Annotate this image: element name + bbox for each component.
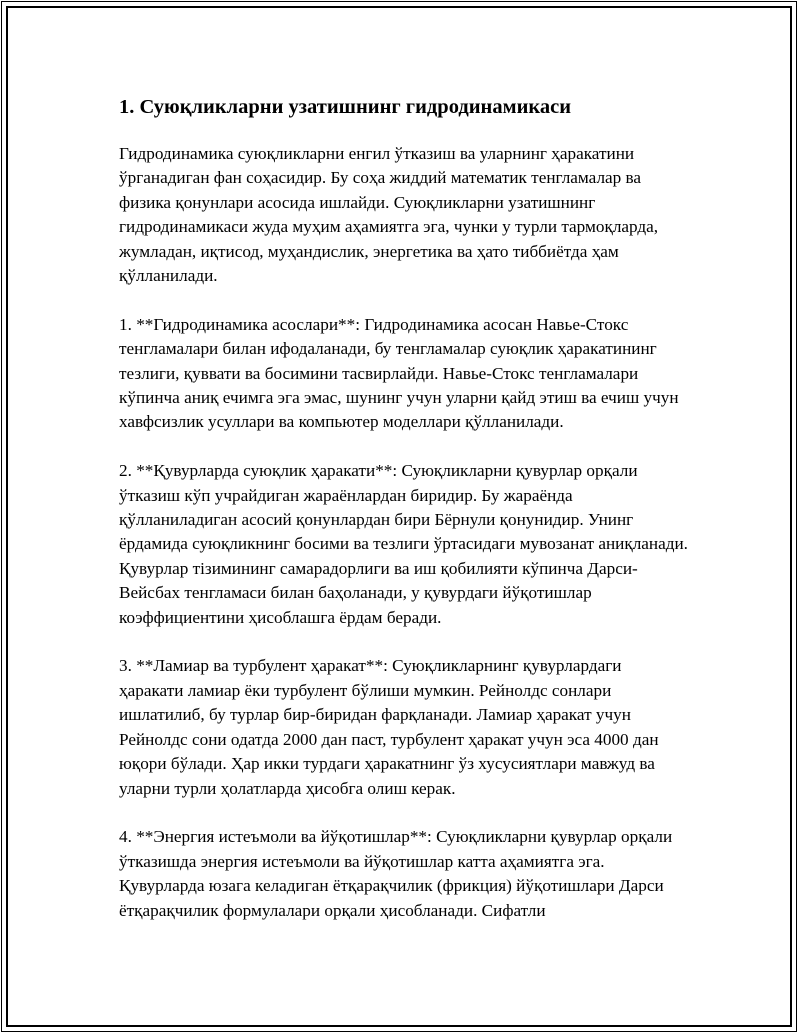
paragraph-laminar-turbulent: 3. **Ламиар ва турбулент ҳаракат**: Суюқликларнинг қувурлардаги ҳаракати ламиар ёки турбулент бўлиши мумкин. Рейнолдс сонлари ишлатилиб, бу турлар бир-биридан фарқланади. Ламиар ҳаракат учун Рейнолдс сони одатда 2000 дан паст, турбулент ҳаракат учун эса 4000 дан юқори бўлади. Ҳар икки турдаги ҳаракатнинг ўз хусусиятлари мавжуд ва уларни турли ҳолатларда ҳисобга олиш керак. xyxy=(119,656,659,798)
document-body xyxy=(119,92,689,947)
intro-paragraph: Гидродинамика суюқликларни енгил ўтказиш ва уларнинг ҳаракатини ўрганадиган фан соҳасидир. Бу соҳа жиддий математик тенгламалар ва физика қонунлари асосида ишлайди. Суюқликларни узатишнинг гидродинамикаси жуда муҳим аҳамиятга эга, чунки у турли тармоқларда, жумладан, иқтисод, муҳандислик, энергетика ва ҳато тиббиётда ҳам қўлланилади. xyxy=(119,144,659,286)
paragraph-pipe-flow: 2. **Қувурларда суюқлик ҳаракати**: Суюқликларни қувурлар орқали ўтказиш кўп учрайдиган жараёнлардан биридир. Бу жараёнда қўлланиладиган асосий қонунлардан бири Бёрнули қонунидир. Унинг ёрдамида суюқликнинг босими ва тезлиги ўртасидаги мувозанат аниқланади. Қувурлар тізимининг самарадорлиги ва иш қобилияти кўпинча Дарси-Вейсбах тенгламаси билан баҳоланади, у қувурдаги йўқотишлар коэффициентини ҳисоблашга ёрдам беради. xyxy=(119,461,688,627)
section-heading: 1. Суюқликларни узатишнинг гидродинамикаси xyxy=(119,96,572,118)
document-page xyxy=(1,1,797,1032)
paragraph-hydrodynamics-basics: 1. **Гидродинамика асослари**: Гидродинамика асосан Навье-Стокс тенгламалари билан ифодаланади, бу тенгламалар суюқлик ҳаракатининг тезлиги, қуввати ва босимини тасвирлайди. Навье-Стокс тенгламалари кўпинча аниқ ечимга эга эмас, шунинг учун уларни қайд этиш ва ечиш учун хавфсизлик усуллари ва компьютер моделлари қўлланилади. xyxy=(119,314,679,432)
paragraph-energy-losses: 4. **Энергия истеъмоли ва йўқотишлар**: Суюқликларни қувурлар орқали ўтказишда энергия истеъмоли ва йўқотишлар катта аҳамиятга эга. Қувурларда юзага келадиган ётқарақчилик (фрикция) йўқотишлари Дарси ётқарақчилик формулалари орқали ҳисобланади. Сифатли xyxy=(119,827,673,920)
